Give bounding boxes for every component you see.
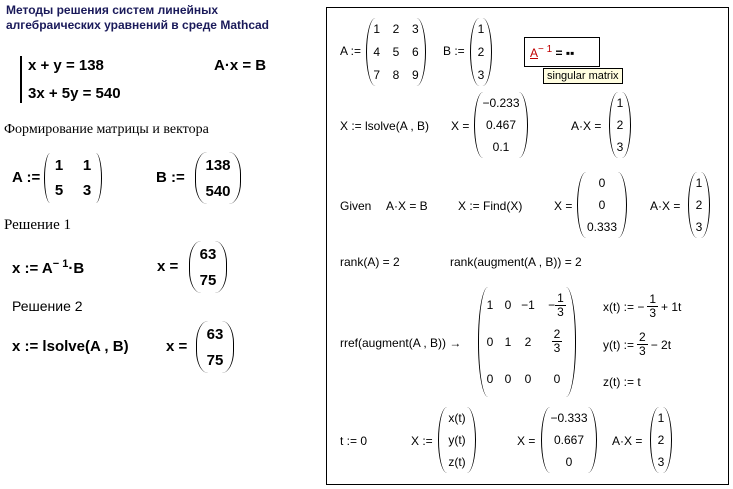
page-title-line1: Методы решения систем линейных bbox=[6, 3, 219, 17]
matrix-cell: 4 bbox=[373, 44, 380, 59]
fraction-numerator: 1 bbox=[557, 290, 564, 305]
rank-A[interactable]: rank(A) = 2 bbox=[340, 255, 400, 269]
matrix-cell: 9 bbox=[411, 67, 419, 82]
vector-cell: 1 bbox=[657, 411, 665, 425]
fraction-numerator: 2 bbox=[553, 327, 561, 342]
inverse-expression[interactable] bbox=[530, 44, 574, 60]
solution2-result-vector[interactable] bbox=[196, 321, 234, 373]
matrix-cell: 1 bbox=[82, 157, 92, 174]
fraction-denominator: 3 bbox=[557, 304, 564, 319]
solution1-definition[interactable] bbox=[12, 258, 84, 277]
heading-solution-2: Решение 2 bbox=[12, 298, 83, 314]
solution1-result-label[interactable]: x = bbox=[157, 258, 179, 275]
fraction-denominator: 3 bbox=[649, 306, 657, 320]
find-definition[interactable]: X := Find(X) bbox=[458, 199, 523, 213]
vector-cell: 3 bbox=[616, 140, 624, 154]
vector-cell: 0 bbox=[598, 176, 606, 190]
matrix-cell: 8 bbox=[392, 67, 400, 82]
lsolve-result-vector[interactable] bbox=[474, 92, 528, 158]
rref-label[interactable]: rref(augment(A , B)) → bbox=[340, 336, 462, 350]
system-bracket bbox=[20, 56, 22, 103]
matrix-cell: 0 bbox=[504, 371, 512, 386]
heading-solution-1: Решение 1 bbox=[4, 217, 71, 233]
matrix-cell: 1 bbox=[486, 298, 494, 313]
vector-cell: 75 bbox=[199, 271, 217, 289]
vector-cell: 2 bbox=[477, 44, 485, 59]
matrix-cell-fraction bbox=[539, 287, 575, 324]
matrix-cell: 0 bbox=[524, 371, 532, 386]
solution1-lhs: x := A bbox=[12, 260, 53, 277]
matrix-cell: 0 bbox=[486, 371, 494, 386]
vector-cell: 1 bbox=[695, 176, 703, 190]
heading-matrix-vector: Формирование матрицы и вектора bbox=[4, 122, 209, 137]
vector-cell: 0.467 bbox=[485, 118, 517, 132]
inverse-exponent: − 1 bbox=[538, 44, 553, 55]
y-of-t-lhs: y(t) := bbox=[603, 337, 635, 352]
check1-vector[interactable] bbox=[609, 92, 631, 158]
find-result-vector[interactable] bbox=[577, 172, 627, 238]
matrix-cell: 0 bbox=[504, 298, 512, 313]
find-result-label[interactable]: X = bbox=[554, 199, 573, 213]
z-of-t-definition[interactable]: z(t) := t bbox=[603, 375, 641, 389]
given-constraint[interactable]: A·X = B bbox=[386, 199, 428, 213]
matrix-cell: 1 bbox=[373, 22, 380, 37]
matrix-cell: 5 bbox=[54, 182, 64, 199]
check2-label[interactable]: A·X = bbox=[650, 199, 681, 213]
page-title-line2: алгебраических уравнений в среде Mathcad bbox=[6, 18, 269, 32]
vector-cell: 3 bbox=[657, 455, 665, 469]
inverse-exponent: − 1 bbox=[52, 258, 69, 270]
vector-cell: 1 bbox=[477, 22, 485, 37]
lsolve-definition[interactable]: X := lsolve(A , B) bbox=[340, 119, 430, 133]
fraction-numerator: 1 bbox=[649, 292, 657, 306]
vector-cell: x(t) bbox=[448, 411, 466, 425]
lsolve-result-label[interactable]: X = bbox=[451, 119, 470, 133]
fraction-denominator: 3 bbox=[553, 341, 561, 356]
vector-cell: z(t) bbox=[448, 455, 466, 469]
vector-cell: y(t) bbox=[448, 433, 466, 447]
vector-cell: 540 bbox=[205, 182, 231, 200]
error-operand: A bbox=[530, 46, 539, 60]
vector-cell: 0 bbox=[598, 198, 606, 212]
matrix-cell: 3 bbox=[411, 22, 419, 37]
matrix-form-equation[interactable]: A·x = B bbox=[214, 57, 267, 74]
vector-cell: 2 bbox=[616, 118, 624, 132]
equation-2[interactable]: 3x + 5y = 540 bbox=[28, 85, 121, 102]
t-definition[interactable]: t := 0 bbox=[340, 434, 368, 448]
error-tooltip: singular matrix bbox=[543, 68, 623, 84]
matrix-cell: 1 bbox=[504, 334, 512, 349]
X-value-vector[interactable] bbox=[541, 407, 597, 473]
right-B-label[interactable]: B := bbox=[443, 44, 465, 58]
vector-cell: 3 bbox=[477, 67, 485, 82]
matrix-cell: 3 bbox=[82, 182, 92, 199]
solution2-definition[interactable]: x := lsolve(A , B) bbox=[12, 338, 129, 355]
solution2-result-label[interactable]: x = bbox=[166, 338, 188, 355]
right-A-matrix[interactable] bbox=[366, 18, 426, 86]
matrix-cell: 0 bbox=[486, 334, 494, 349]
x-of-t-lhs: x(t) := − bbox=[603, 299, 645, 314]
vector-cell: 1 bbox=[616, 96, 624, 110]
vector-cell: 0 bbox=[565, 455, 573, 469]
vector-cell: 63 bbox=[199, 245, 217, 263]
vector-cell: 0.667 bbox=[553, 433, 585, 447]
left-B-vector[interactable] bbox=[195, 152, 241, 204]
fraction-numerator: 2 bbox=[639, 330, 646, 344]
fraction-denominator: 3 bbox=[639, 344, 646, 358]
vector-cell: 63 bbox=[206, 325, 224, 343]
check1-label[interactable]: A·X = bbox=[571, 119, 602, 133]
X-function-vector[interactable] bbox=[438, 407, 476, 473]
inverse-result-placeholder: = ▪▪ bbox=[555, 46, 575, 60]
matrix-cell: 2 bbox=[392, 22, 400, 37]
matrix-cell: 6 bbox=[411, 44, 419, 59]
vector-cell: −0.333 bbox=[550, 411, 588, 425]
vector-cell: −0.233 bbox=[482, 96, 520, 110]
right-B-vector[interactable] bbox=[470, 18, 492, 86]
left-A-label[interactable]: A := bbox=[12, 169, 41, 186]
matrix-cell: 7 bbox=[373, 67, 380, 82]
vector-cell: 3 bbox=[695, 220, 703, 234]
check3-vector[interactable] bbox=[650, 407, 672, 473]
matrix-cell: 0 bbox=[553, 371, 561, 386]
matrix-cell: 5 bbox=[392, 44, 400, 59]
vector-cell: 2 bbox=[657, 433, 665, 447]
right-A-label[interactable]: A := bbox=[340, 44, 362, 58]
solution1-result-vector[interactable] bbox=[189, 241, 227, 293]
X-value-label[interactable]: X = bbox=[517, 434, 536, 448]
vector-cell: 75 bbox=[206, 351, 224, 369]
X-function-label[interactable]: X := bbox=[411, 434, 433, 448]
rref-matrix[interactable] bbox=[478, 287, 576, 397]
given-keyword[interactable]: Given bbox=[340, 199, 372, 213]
rank-augmented[interactable]: rank(augment(A , B)) = 2 bbox=[450, 255, 582, 269]
matrix-cell: 1 bbox=[54, 157, 64, 174]
vector-cell: 138 bbox=[205, 156, 231, 174]
fraction-sign: − bbox=[548, 298, 556, 313]
x-of-t-rhs: + 1t bbox=[661, 299, 682, 314]
check2-vector[interactable] bbox=[688, 172, 710, 238]
vector-cell: 0.1 bbox=[492, 140, 510, 154]
matrix-cell: −1 bbox=[521, 298, 535, 313]
equation-1[interactable]: x + y = 138 bbox=[28, 57, 104, 74]
vector-cell: 0.333 bbox=[586, 220, 618, 234]
matrix-cell-fraction bbox=[539, 324, 575, 361]
x-of-t-definition[interactable] bbox=[603, 293, 681, 320]
solution1-rhs: ·B bbox=[68, 260, 85, 277]
y-of-t-definition[interactable] bbox=[603, 331, 671, 358]
left-B-label[interactable]: B := bbox=[156, 169, 185, 186]
check3-label[interactable]: A·X = bbox=[612, 434, 643, 448]
left-A-matrix[interactable] bbox=[44, 153, 102, 203]
y-of-t-rhs: − 2t bbox=[650, 337, 672, 352]
vector-cell: 2 bbox=[695, 198, 703, 212]
matrix-cell: 2 bbox=[524, 334, 532, 349]
